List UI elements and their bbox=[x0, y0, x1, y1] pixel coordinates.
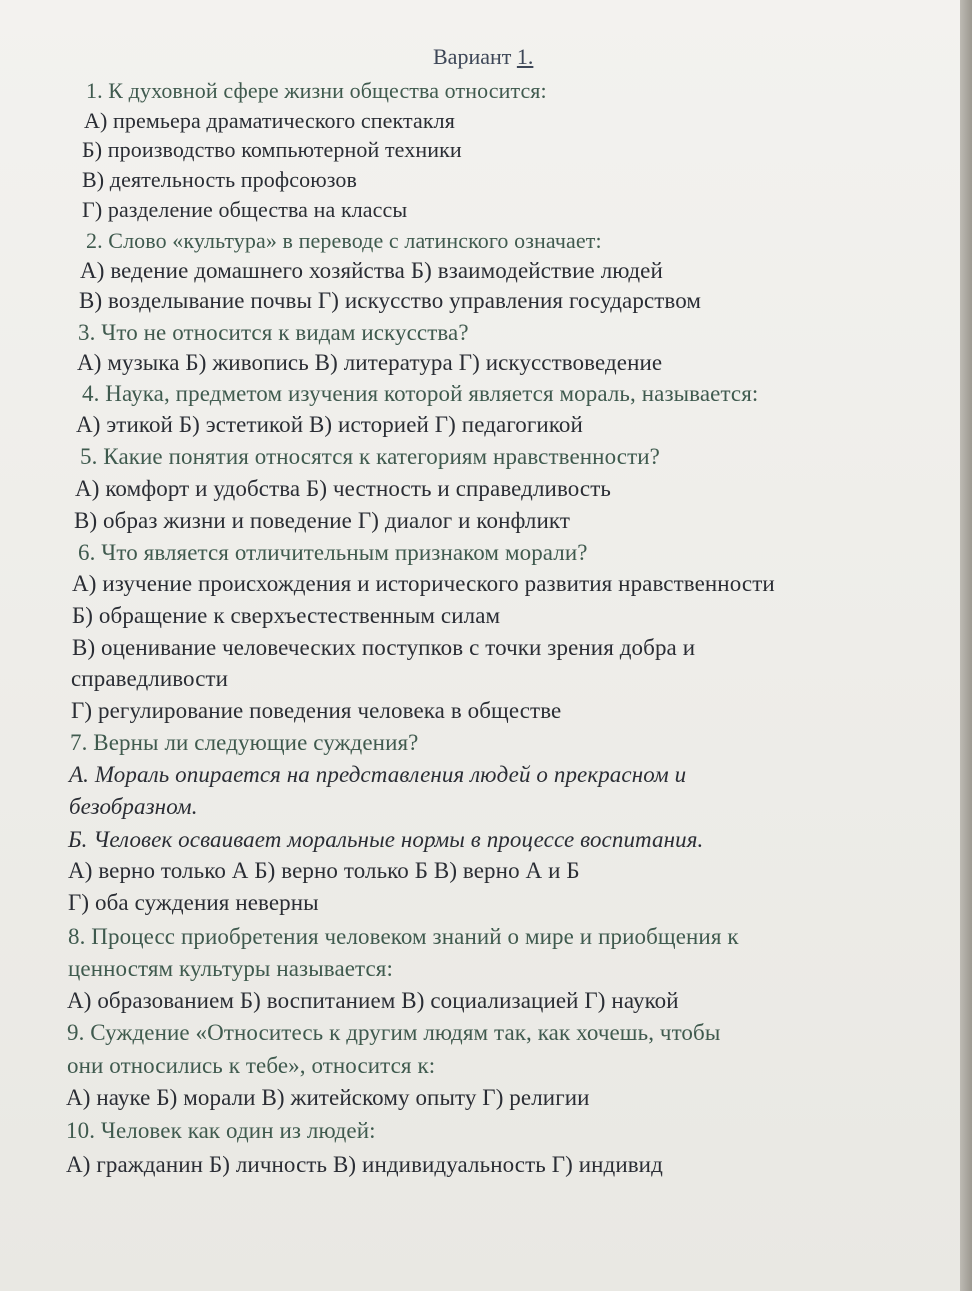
line-17: А) изучение происхождения и исторического развития нравственности bbox=[72, 571, 775, 596]
line-24: безобразном. bbox=[69, 794, 198, 819]
line-32: они относились к тебе», относится к: bbox=[67, 1053, 436, 1078]
line-1: 1. К духовной сфере жизни общества относится: bbox=[86, 78, 547, 103]
line-25: Б. Человек осваивает моральные нормы в процессе воспитания. bbox=[68, 827, 704, 852]
line-28: 8. Процесс приобретения человеком знаний о мире и приобщения к bbox=[68, 924, 739, 949]
line-12: А) этикой Б) эстетикой В) историей Г) педагогикой bbox=[76, 412, 583, 437]
line-20: справедливости bbox=[71, 666, 229, 691]
line-30: А) образованием Б) воспитанием В) социализацией Г) наукой bbox=[67, 988, 679, 1013]
variant-label: Вариант bbox=[433, 44, 512, 69]
line-14: А) комфорт и удобства Б) честность и справедливость bbox=[75, 476, 611, 501]
line-9: 3. Что не относится к видам искусства? bbox=[78, 320, 469, 345]
line-34: 10. Человек как один из людей: bbox=[66, 1118, 376, 1143]
line-26: А) верно только А Б) верно только Б В) верно А и Б bbox=[68, 858, 580, 883]
line-31: 9. Суждение «Относитесь к другим людям так, как хочешь, чтобы bbox=[67, 1020, 721, 1045]
line-16: 6. Что является отличительным признаком морали? bbox=[78, 540, 588, 565]
line-15: В) образ жизни и поведение Г) диалог и конфликт bbox=[74, 508, 571, 533]
line-18: Б) обращение к сверхъестественным силам bbox=[72, 603, 501, 628]
line-13: 5. Какие понятия относятся к категориям нравственности? bbox=[80, 444, 660, 469]
variant-title bbox=[433, 44, 533, 70]
line-27: Г) оба суждения неверны bbox=[68, 890, 319, 915]
line-7: А) ведение домашнего хозяйства Б) взаимодействие людей bbox=[80, 258, 663, 283]
page-edge-shadow bbox=[960, 0, 972, 1291]
line-10: А) музыка Б) живопись В) литература Г) искусствоведение bbox=[77, 350, 663, 375]
line-11: 4. Наука, предметом изучения которой является мораль, называется: bbox=[82, 381, 759, 406]
line-6: 2. Слово «культура» в переводе с латинского означает: bbox=[86, 228, 602, 253]
line-35: А) гражданин Б) личность В) индивидуальность Г) индивид bbox=[66, 1152, 663, 1177]
line-2: А) премьера драматического спектакля bbox=[84, 108, 455, 133]
line-4: В) деятельность профсоюзов bbox=[82, 167, 357, 192]
variant-number: 1. bbox=[516, 44, 534, 69]
line-3: Б) производство компьютерной техники bbox=[82, 137, 462, 162]
line-5: Г) разделение общества на классы bbox=[82, 197, 408, 222]
line-8: В) возделывание почвы Г) искусство управления государством bbox=[79, 288, 702, 313]
line-29: ценностям культуры называется: bbox=[68, 956, 393, 981]
line-23: А. Мораль опирается на представления людей о прекрасном и bbox=[69, 762, 687, 787]
line-22: 7. Верны ли следующие суждения? bbox=[70, 730, 419, 755]
line-21: Г) регулирование поведения человека в обществе bbox=[71, 698, 562, 723]
line-19: В) оценивание человеческих поступков с точки зрения добра и bbox=[72, 635, 696, 660]
line-33: А) науке Б) морали В) житейскому опыту Г) религии bbox=[66, 1085, 590, 1110]
